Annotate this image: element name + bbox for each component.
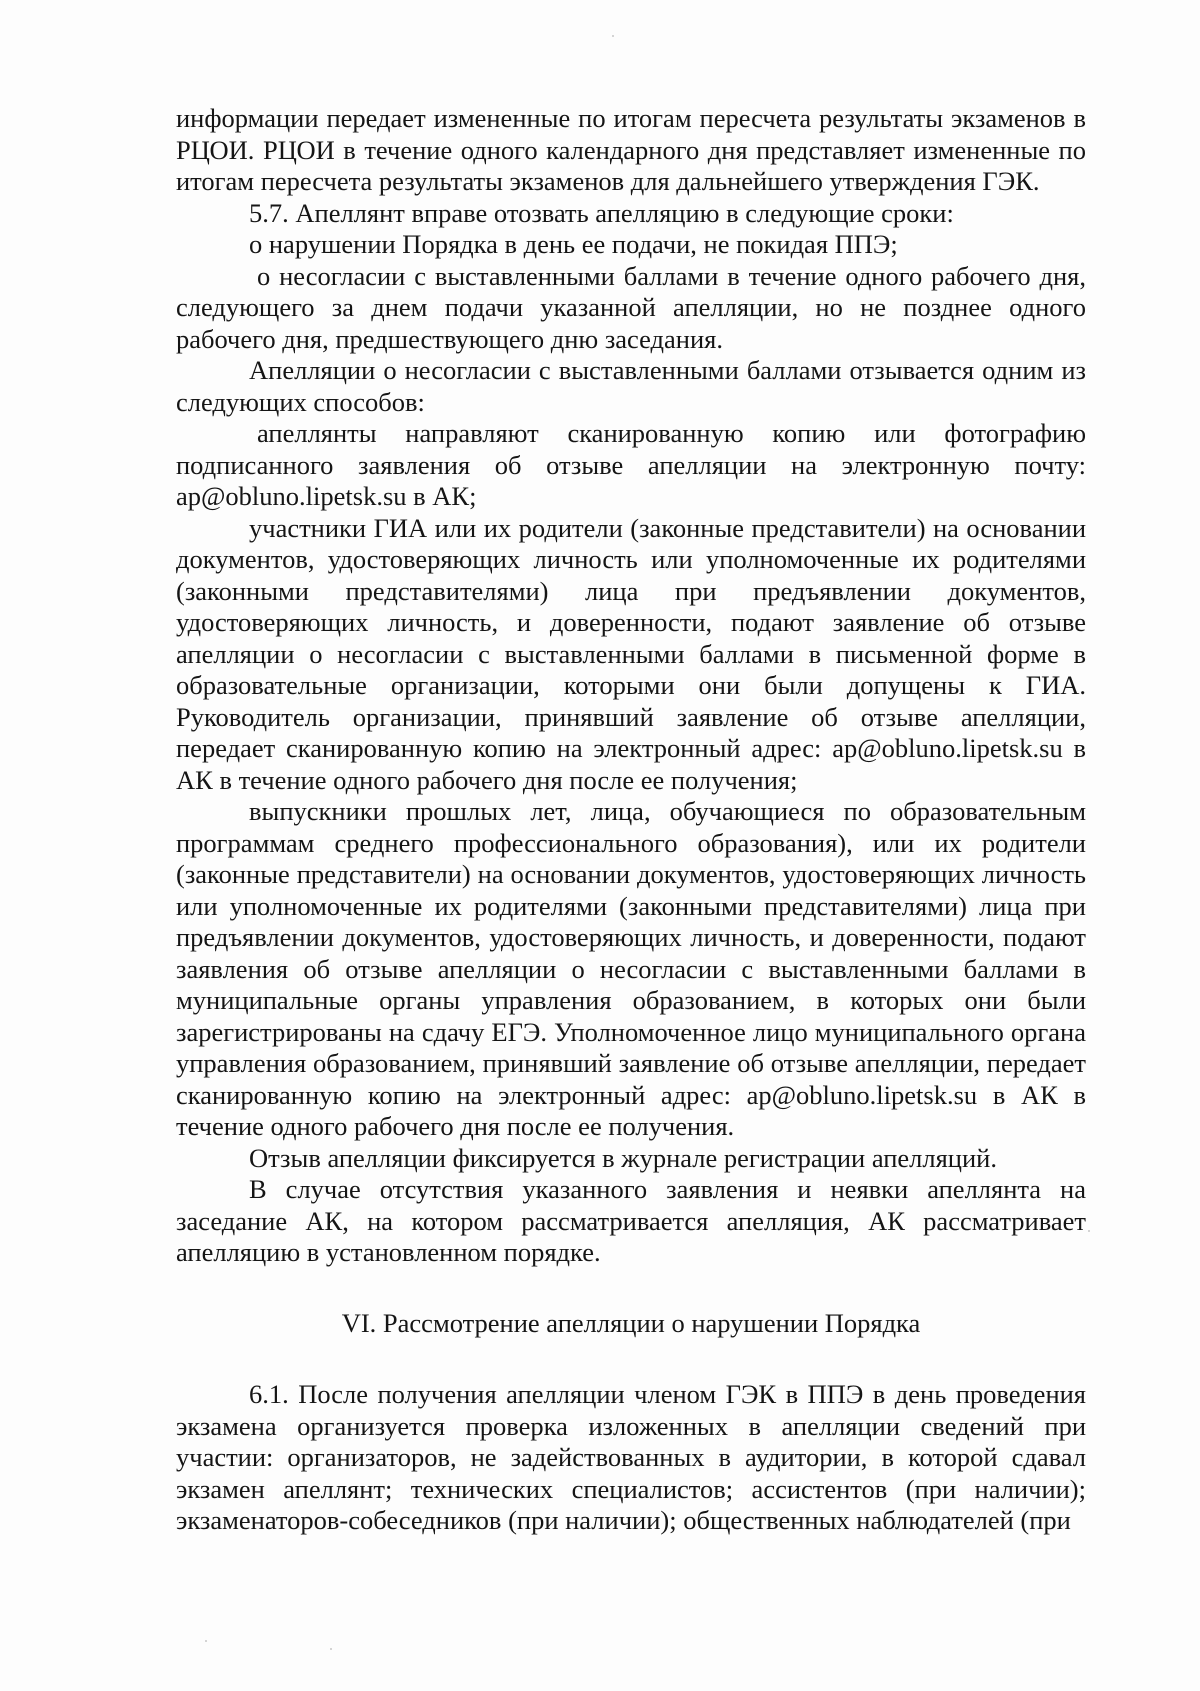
paragraph-email-method: апеллянты направляют сканированную копию или фотографию подписанного заявления об отзыве апелляции на электронную почту: ap@obluno.lipetsk.su в АК; <box>176 418 1086 511</box>
paragraph-continuation: информации передает измененные по итогам пересчета результаты экзаменов в РЦОИ. РЦОИ в течение одного календарного дня представляет измененные по итогам пересчета результаты экзаменов для дальнейшего утверждения ГЭК. <box>176 103 1086 196</box>
paragraph-order-violation: о нарушении Порядка в день ее подачи, не покидая ППЭ; <box>249 229 898 259</box>
paragraph-6-1: 6.1. После получения апелляции членом ГЭК в ППЭ в день проведения экзамена организуется проверка изложенных в апелляции сведений при участии: организаторов, не задействованных в аудитории, в которой сдавал экзамен апеллянт; технических специалистов; ассистентов (при наличии); экзаменаторов-собеседников (при наличии); общественных наблюдателей (при <box>176 1379 1086 1535</box>
scan-speck <box>205 1640 207 1642</box>
paragraph-5-7: 5.7. Апеллянт вправе отозвать апелляцию в следующие сроки: <box>249 197 954 228</box>
scan-speck <box>330 1648 332 1650</box>
section-heading: VI. Рассмотрение апелляции о нарушении Порядка <box>341 1307 921 1338</box>
document-body <box>176 103 1086 1537</box>
scan-speck <box>1088 1230 1090 1232</box>
paragraph-withdrawal-methods: Апелляции о несогласии с выставленными баллами отзывается одним из следующих способов: <box>176 355 1086 417</box>
paragraph-registration-journal: Отзыв апелляции фиксируется в журнале регистрации апелляций. <box>249 1142 997 1173</box>
paragraph-graduates-method: выпускники прошлых лет, лица, обучающиеся по образовательным программам среднего профессионального образования), или их родители (законные представители) на основании документов, удостоверяющих личность или уполномоченные их родителями (законными представителями) лица при предъявлении документов, удостоверяющих личность, и доверенности, подают заявления об отзыве апелляции о несогласии с выставленными баллами в муниципальные органы управления образованием, в которых они были зарегистрированы на сдачу ЕГЭ. Уполномоченное лицо муниципального органа управления образованием, принявший заявление об отзыве апелляции, передает сканированную копию на электронный адрес: ap@obluno.lipetsk.su в АК в течение одного рабочего дня после ее получения. <box>176 796 1086 1141</box>
paragraph-absence-case: В случае отсутствия указанного заявления и неявки апеллянта на заседание АК, на котором рассматривается апелляция, АК рассматривает апелляцию в установленном порядке. <box>176 1174 1086 1267</box>
paragraph-participants-method: участники ГИА или их родители (законные представители) на основании документов, удостоверяющих личность или уполномоченные их родителями (законными представителями) лица при предъявлении документов, удостоверяющих личность, и доверенности, подают заявление об отзыве апелляции о несогласии с выставленными баллами в письменной форме в образовательные организации, которыми они были допущены к ГИА. Руководитель организации, принявший заявление об отзыве апелляции, передает сканированную копию на электронный адрес: ap@obluno.lipetsk.su в АК в течение одного рабочего дня после ее получения; <box>176 512 1086 795</box>
scan-speck <box>612 35 614 37</box>
paragraph-score-disagreement: о несогласии с выставленными баллами в течение одного рабочего дня, следующего за днем подачи указанной апелляции, но не позднее одного рабочего дня, предшествующего дню заседания. <box>176 260 1086 354</box>
